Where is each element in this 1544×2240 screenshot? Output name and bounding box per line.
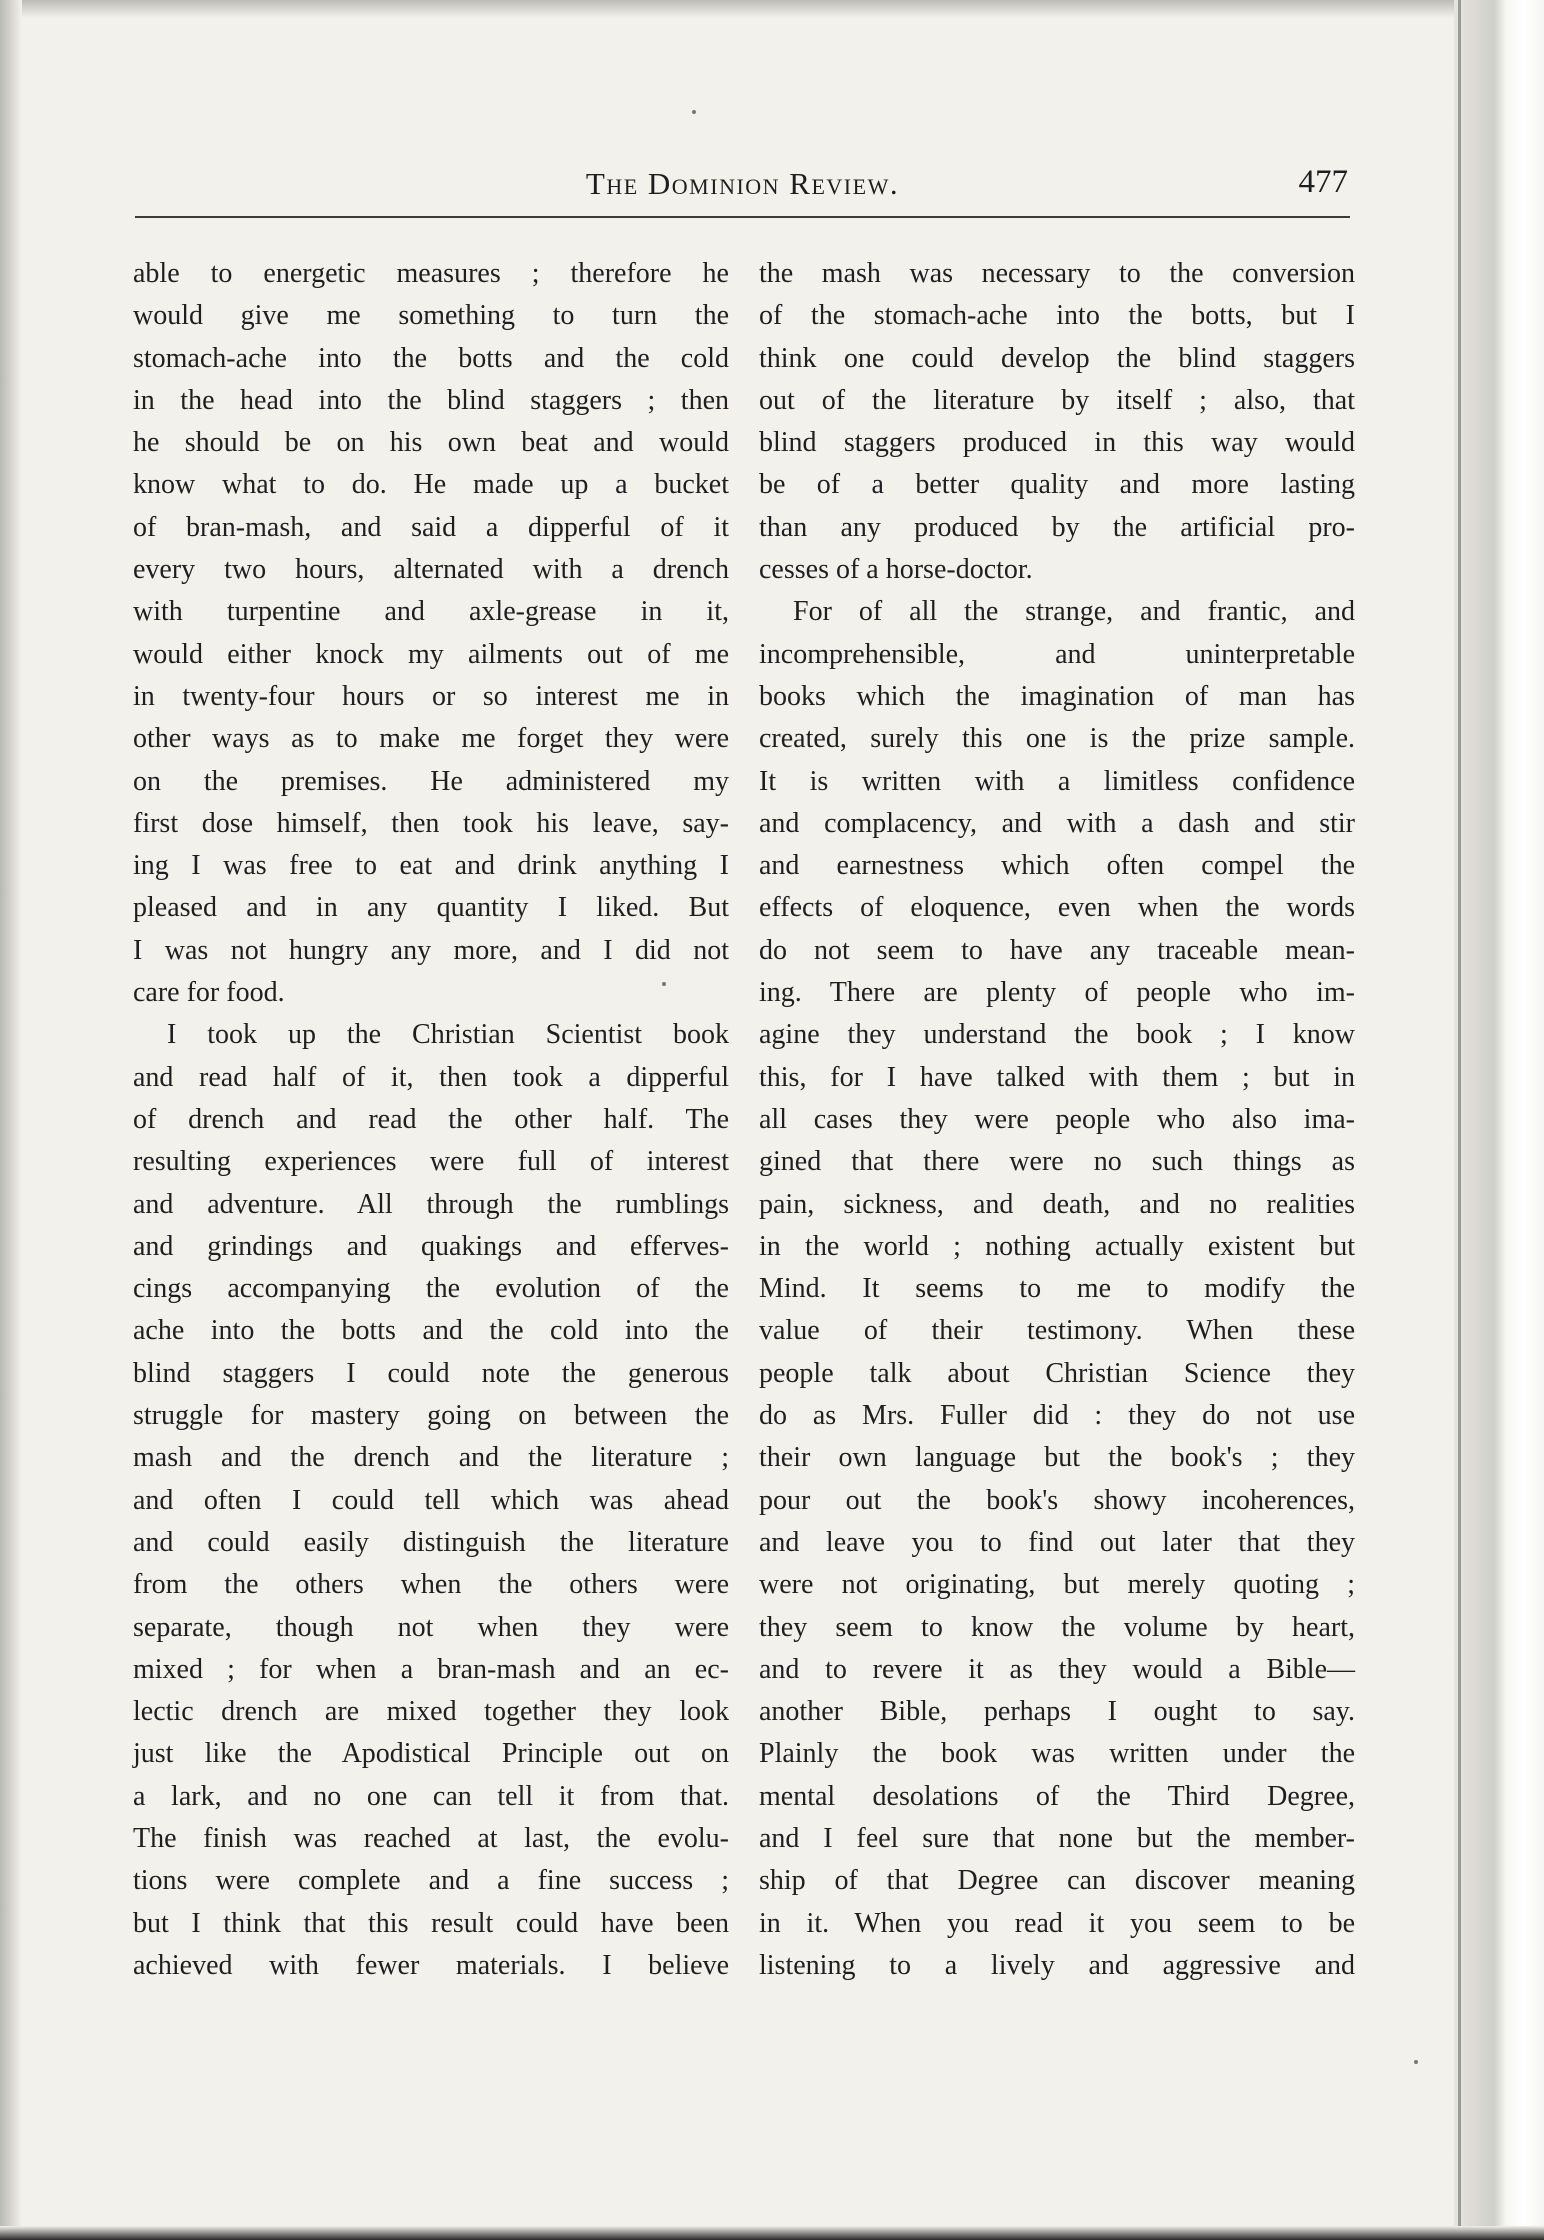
text-line: mixed ; for when a bran-mash and an ec- [133,1653,729,1685]
text-line: and grindings and quakings and efferves- [133,1230,729,1262]
text-line: tions were complete and a fine success ; [133,1865,729,1897]
text-line: from the others when the others were [133,1569,729,1601]
text-line: in it. When you read it you seem to be [759,1907,1355,1939]
text-line: For of all the strange, and frantic, and [793,596,1355,628]
text-line: would give me something to turn the [133,300,729,332]
text-line: ache into the botts and the cold into the [133,1315,729,1347]
text-line: of the stomach-ache into the botts, but I [759,300,1355,332]
text-line: every two hours, alternated with a drench [133,554,729,586]
text-line: stomach-ache into the botts and the cold [133,342,729,374]
text-line: people talk about Christian Science they [759,1357,1355,1389]
text-line: just like the Apodistical Principle out on [133,1738,729,1770]
page-number: 477 [1298,164,1348,200]
text-line: mental desolations of the Third Degree, [759,1780,1355,1812]
text-line: they seem to know the volume by heart, [759,1611,1355,1643]
text-line: separate, though not when they were [133,1611,729,1643]
text-line: a lark, and no one can tell it from that. [133,1780,729,1812]
text-line: but I think that this result could have been [133,1907,729,1939]
text-line: care for food. [133,977,285,1009]
text-line: and I feel sure that none but the member- [759,1822,1355,1854]
text-line: their own language but the book's ; they [759,1442,1355,1474]
text-line: value of their testimony. When these [759,1315,1355,1347]
text-line: blind staggers produced in this way would [759,427,1355,459]
text-line: of drench and read the other half. The [133,1103,729,1135]
text-line: Plainly the book was written under the [759,1738,1355,1770]
text-line: incomprehensible, and uninterpretable [759,638,1355,670]
text-line: The finish was reached at last, the evolu- [133,1822,729,1854]
text-line: another Bible, perhaps I ought to say. [759,1696,1355,1728]
left-column [133,253,729,1987]
ink-speck [1414,2060,1418,2064]
text-line: he should be on his own beat and would [133,427,729,459]
text-line: It is written with a limitless confidence [759,765,1355,797]
binding-edge [1458,0,1461,2240]
text-line: other ways as to make me forget they were [133,723,729,755]
text-line: listening to a lively and aggressive and [759,1949,1355,1981]
text-line: and could easily distinguish the literature [133,1526,729,1558]
text-line: mash and the drench and the literature ; [133,1442,729,1474]
text-line: Mind. It seems to me to modify the [759,1273,1355,1305]
text-line: than any produced by the artificial pro- [759,511,1355,543]
text-line: and earnestness which often compel the [759,850,1355,882]
page-edge-right [1454,0,1544,2240]
text-line: able to energetic measures ; therefore he [133,258,729,289]
text-line: gined that there were no such things as [759,1146,1355,1178]
running-header [135,160,1350,212]
text-line: the mash was necessary to the conversion [759,258,1355,289]
text-line: achieved with fewer materials. I believe [133,1949,729,1981]
page-edge-top [0,0,1544,18]
text-line: in the head into the blind staggers ; then [133,384,729,416]
running-title: The Dominion Review. [585,166,900,201]
text-line: blind staggers I could note the generous [133,1357,729,1389]
text-line: pain, sickness, and death, and no realities [759,1188,1355,1220]
page-edge-left [0,0,22,2240]
text-line: do not seem to have any traceable mean- [759,934,1355,966]
text-line: do as Mrs. Fuller did : they do not use [759,1400,1355,1432]
text-line: pleased and in any quantity I liked. But [133,892,729,924]
text-line: resulting experiences were full of interest [133,1146,729,1178]
text-line: of bran-mash, and said a dipperful of it [133,511,729,543]
text-line: and adventure. All through the rumblings [133,1188,729,1220]
text-line: and often I could tell which was ahead [133,1484,729,1516]
text-line: ship of that Degree can discover meaning [759,1865,1355,1897]
right-column [759,253,1355,1987]
text-line: think one could develop the blind staggers [759,342,1355,374]
text-line: and read half of it, then took a dipperful [133,1061,729,1093]
text-line: struggle for mastery going on between the [133,1400,729,1432]
text-line: created, surely this one is the prize sample. [759,723,1355,755]
text-line: be of a better quality and more lasting [759,469,1355,501]
text-line: ing. There are plenty of people who im- [759,977,1355,1009]
text-line: pour out the book's showy incoherences, [759,1484,1355,1516]
text-line: were not originating, but merely quoting ; [759,1569,1355,1601]
text-line: know what to do. He made up a bucket [133,469,729,501]
text-line: first dose himself, then took his leave, say- [133,807,729,839]
text-line: ing I was free to eat and drink anything I [133,850,729,882]
text-line: and leave you to find out later that they [759,1526,1355,1558]
text-line: with turpentine and axle-grease in it, [133,596,729,628]
ink-speck [692,110,696,114]
text-line: in the world ; nothing actually existent but [759,1230,1355,1262]
text-line: I was not hungry any more, and I did not [133,934,729,966]
text-line: out of the literature by itself ; also, that [759,384,1355,416]
text-line: agine they understand the book ; I know [759,1019,1355,1051]
text-line: cings accompanying the evolution of the [133,1273,729,1305]
text-line: on the premises. He administered my [133,765,729,797]
text-line: I took up the Christian Scientist book [167,1019,729,1051]
text-line: effects of eloquence, even when the words [759,892,1355,924]
text-line: and complacency, and with a dash and stir [759,807,1355,839]
text-line: all cases they were people who also ima- [759,1103,1355,1135]
text-line: books which the imagination of man has [759,680,1355,712]
text-line: would either knock my ailments out of me [133,638,729,670]
text-line: lectic drench are mixed together they look [133,1696,729,1728]
text-line: cesses of a horse-doctor. [759,554,1033,586]
header-rule [135,216,1350,218]
page-edge-bottom [0,2226,1544,2240]
text-line: this, for I have talked with them ; but in [759,1061,1355,1093]
text-line: and to revere it as they would a Bible— [759,1653,1355,1685]
text-line: in twenty-four hours or so interest me in [133,680,729,712]
